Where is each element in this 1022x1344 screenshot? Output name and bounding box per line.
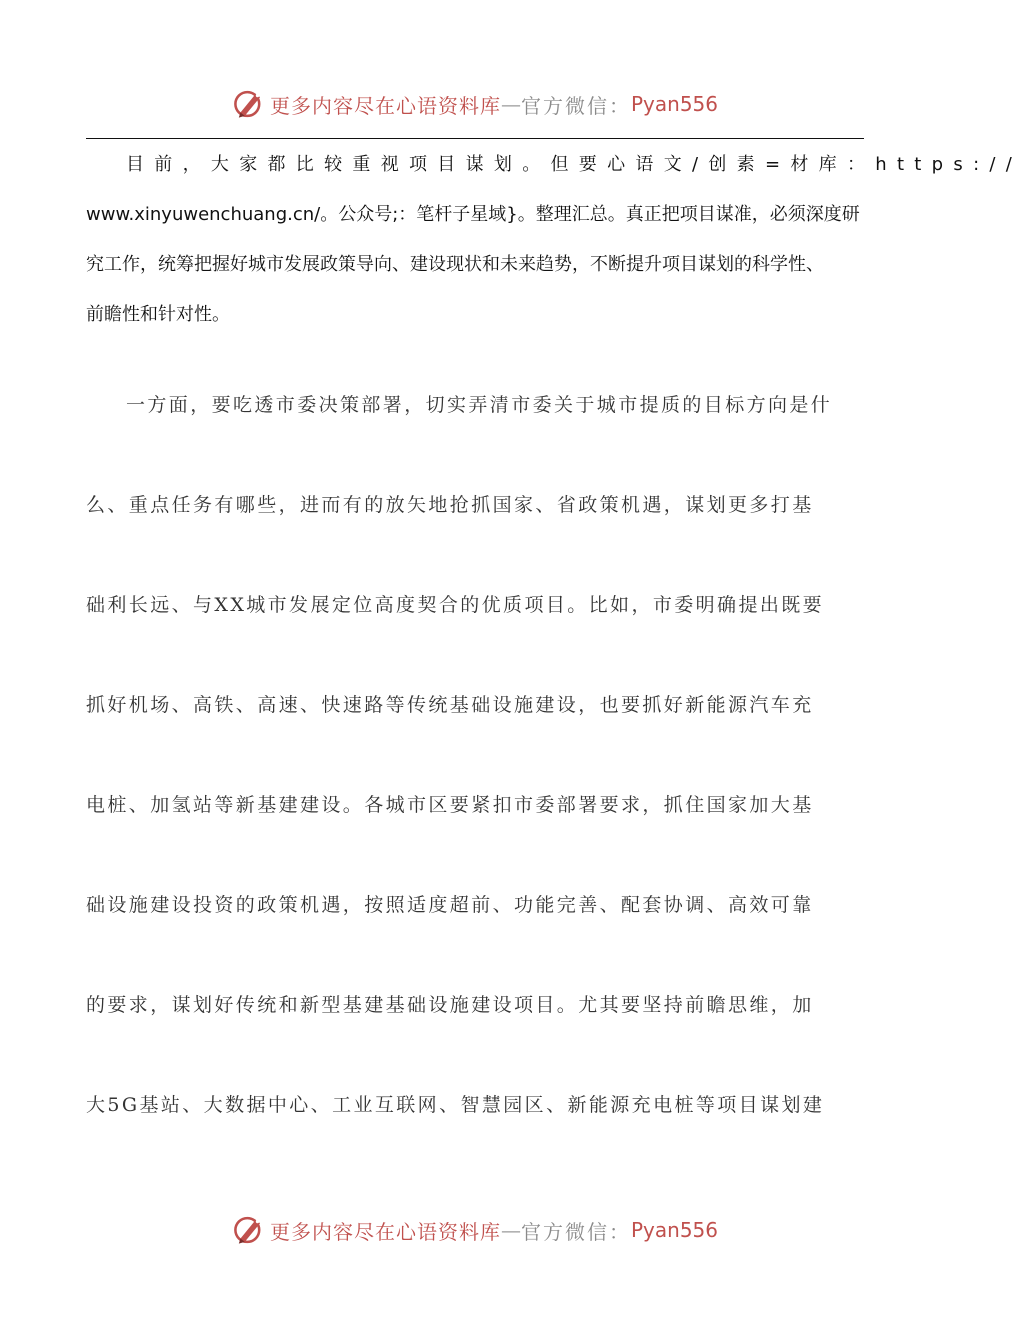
pen-logo-icon xyxy=(232,87,266,121)
banner-official: 官方微信： xyxy=(520,93,631,118)
body-line: 的要求，谋划好传统和新型基建基础设施建设项目。尤其要坚持前瞻思维，加 xyxy=(86,994,814,1016)
body-paragraph xyxy=(86,355,864,1155)
body-line: 大5G基站、大数据中心、工业互联网、智慧园区、新能源充电桩等项目谋划建 xyxy=(86,1094,825,1116)
banner-brand: 更多内容尽在心语资料库 xyxy=(269,1219,501,1244)
body-line: 一方面，要吃透市委决策部署，切实弄清市委关于城市提质的目标方向是什 xyxy=(126,394,833,416)
intro-line: 前瞻性和针对性。 xyxy=(86,304,230,325)
banner-official: 官方微信： xyxy=(520,1219,631,1244)
pen-logo-icon xyxy=(232,1213,266,1247)
header-banner xyxy=(0,84,950,124)
intro-line: www.xinyuwenchuang.cn/。公众号;：笔杆子星域}。整理汇总。真正把项目谋准，必须深度研 xyxy=(86,204,860,225)
body-line: 抓好机场、高铁、高速、快速路等传统基础设施建设，也要抓好新能源汽车充 xyxy=(86,694,814,716)
footer-banner xyxy=(0,1210,950,1250)
body-line: 么、重点任务有哪些，进而有的放矢地抢抓国家、省政策机遇，谋划更多打基 xyxy=(86,494,814,516)
body-line: 础利长远、与XX城市发展定位高度契合的优质项目。比如，市委明确提出既要 xyxy=(86,594,825,616)
body-line: 础设施建设投资的政策机遇，按照适度超前、功能完善、配套协调、高效可靠 xyxy=(86,894,814,916)
intro-line: 究工作，统筹把握好城市发展政策导向、建设现状和未来趋势，不断提升项目谋划的科学性、 xyxy=(86,254,824,275)
body-line: 电桩、加氢站等新基建建设。各城市区要紧扣市委部署要求，抓住国家加大基 xyxy=(86,794,814,816)
banner-brand: 更多内容尽在心语资料库 xyxy=(269,93,501,118)
banner-dash: — xyxy=(500,1218,521,1242)
banner-dash: — xyxy=(500,92,521,116)
banner-wechat-id: Pyan556 xyxy=(630,92,718,116)
intro-paragraph xyxy=(86,140,1022,340)
intro-line: 目前，大家都比较重视项目谋划。但要心语文/创素=材库：https:// xyxy=(126,154,1022,175)
banner-wechat-id: Pyan556 xyxy=(630,1218,718,1242)
header-divider xyxy=(86,138,864,139)
